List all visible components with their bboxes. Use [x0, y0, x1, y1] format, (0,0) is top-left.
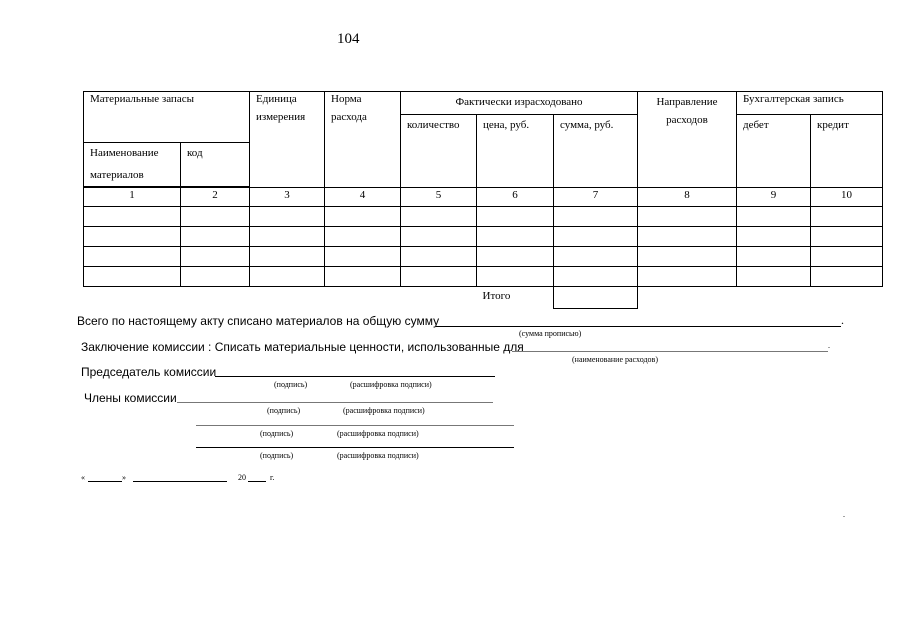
- chairman-label: Председатель комиссии: [81, 365, 217, 379]
- total-amount-cell: [554, 287, 638, 309]
- member3-signature-line: [196, 447, 514, 448]
- sum-line: [436, 326, 841, 327]
- date-close-quote: »: [122, 473, 126, 482]
- year-suffix: г.: [270, 473, 275, 482]
- unit-header-line2: измерения: [256, 111, 306, 123]
- direction-header-line2: расходов: [666, 114, 708, 126]
- page-number: 104: [337, 31, 360, 47]
- signature-caption: (подпись): [274, 380, 308, 389]
- decode-caption: (расшифровка подписи): [337, 429, 419, 438]
- col-number: 2: [181, 188, 250, 207]
- total-label: Итого: [482, 290, 511, 302]
- member1-signature-line: [177, 402, 493, 403]
- col-number: 8: [638, 188, 737, 207]
- col-number: 1: [84, 188, 181, 207]
- col-number: 4: [325, 188, 401, 207]
- members-label: Члены комиссии: [84, 391, 177, 405]
- actual-group-header: Фактически израсходовано: [401, 92, 638, 115]
- total-row: [84, 287, 883, 309]
- trailing-dot: .: [841, 313, 844, 327]
- materials-group-header: Материальные запасы: [84, 92, 250, 143]
- chairman-signature-line: [215, 376, 495, 377]
- col-number: 9: [737, 188, 811, 207]
- signature-caption: (подпись): [260, 429, 294, 438]
- signature-caption: (подпись): [260, 451, 294, 460]
- corner-dot: .: [843, 510, 845, 519]
- name-header-line2: материалов: [90, 169, 144, 181]
- year-line: [248, 481, 266, 482]
- decode-caption: (расшифровка подписи): [343, 406, 425, 415]
- norm-header: [325, 92, 401, 188]
- date-open-quote: «: [81, 473, 85, 482]
- month-line: [133, 481, 227, 482]
- debit-header: дебет: [737, 115, 811, 188]
- expense-caption: (наименование расходов): [572, 355, 658, 364]
- table-row: [84, 267, 883, 287]
- conclusion-text: Заключение комиссии : Списать материальные ценности, использованные для: [81, 340, 524, 354]
- year-prefix: 20: [238, 473, 246, 482]
- direction-header: [638, 92, 737, 188]
- col-number: 3: [250, 188, 325, 207]
- table-row: [84, 247, 883, 267]
- col-number: 5: [401, 188, 477, 207]
- unit-header: [250, 92, 325, 188]
- col-number: 6: [477, 188, 554, 207]
- table-row: [84, 227, 883, 247]
- quantity-header: количество: [401, 115, 477, 188]
- member2-signature-line: [196, 425, 514, 426]
- decode-caption: (расшифровка подписи): [337, 451, 419, 460]
- col-number: 7: [554, 188, 638, 207]
- total-sentence: Всего по настоящему акту списано материалов на общую сумму: [77, 314, 440, 328]
- decode-caption: (расшифровка подписи): [350, 380, 432, 389]
- write-off-act-table: [83, 91, 883, 309]
- col-number: 10: [811, 188, 883, 207]
- day-line: [88, 481, 122, 482]
- unit-header-line1: Единица: [256, 93, 297, 105]
- name-header: [84, 143, 181, 187]
- signature-caption: (подпись): [267, 406, 301, 415]
- price-header: цена, руб.: [477, 115, 554, 188]
- credit-header: кредит: [811, 115, 883, 188]
- code-header: код: [181, 143, 250, 187]
- name-header-line1: Наименование: [90, 147, 159, 159]
- trailing-dot-2: .: [828, 341, 830, 350]
- accounting-group-header: Бухгалтерская запись: [737, 92, 883, 115]
- norm-header-line2: расхода: [331, 111, 367, 123]
- direction-header-line1: Направление: [656, 96, 718, 108]
- expense-line: [512, 351, 828, 352]
- norm-header-line1: Норма: [331, 93, 362, 105]
- amount-header: сумма, руб.: [554, 115, 638, 188]
- table-row: [84, 207, 883, 227]
- sum-caption: (сумма прописью): [519, 329, 582, 338]
